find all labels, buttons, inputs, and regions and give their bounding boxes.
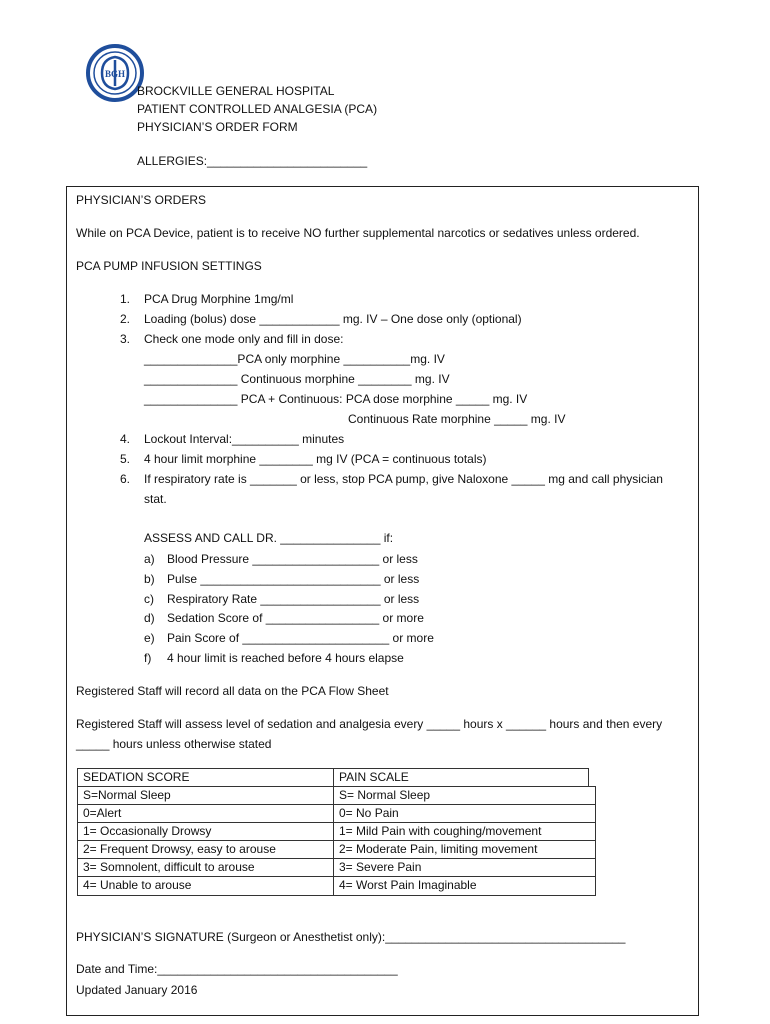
assess-letter: d) bbox=[144, 611, 155, 625]
mode-pca-only[interactable]: ______________PCA only morphine __________mg. IV bbox=[144, 352, 445, 366]
form-subtitle: PATIENT CONTROLLED ANALGESIA (PCA) bbox=[137, 102, 378, 116]
table-cell-sedation: S=Normal Sleep bbox=[77, 786, 334, 805]
date-time-field[interactable]: Date and Time:____________________________________ bbox=[76, 962, 398, 976]
table-cell-pain: 3= Severe Pain bbox=[333, 858, 596, 877]
assess-letter: a) bbox=[144, 552, 155, 566]
mode-continuous[interactable]: ______________ Continuous morphine ________ mg. IV bbox=[144, 372, 450, 386]
assess-note-line1[interactable]: Registered Staff will assess level of sedation and analgesia every _____ hours x ______ hours and then every bbox=[76, 717, 663, 731]
record-note: Registered Staff will record all data on the PCA Flow Sheet bbox=[76, 684, 389, 698]
table-header-pain: PAIN SCALE bbox=[333, 768, 589, 787]
continuous-rate[interactable]: Continuous Rate morphine _____ mg. IV bbox=[348, 412, 566, 426]
item-mode: Check one mode only and fill in dose: bbox=[144, 332, 344, 346]
table-cell-pain: S= Normal Sleep bbox=[333, 786, 596, 805]
assess-letter: c) bbox=[144, 592, 154, 606]
table-cell-sedation: 1= Occasionally Drowsy bbox=[77, 822, 334, 841]
settings-heading: PCA PUMP INFUSION SETTINGS bbox=[76, 259, 262, 273]
item-number: 2. bbox=[120, 312, 131, 326]
table-cell-pain: 2= Moderate Pain, limiting movement bbox=[333, 840, 596, 859]
assess-blood-pressure[interactable]: Blood Pressure ___________________ or less bbox=[167, 552, 418, 566]
pca-warning: While on PCA Device, patient is to receive NO further supplemental narcotics or sedatives unless ordered. bbox=[76, 226, 640, 240]
assess-4hr-limit: 4 hour limit is reached before 4 hours elapse bbox=[167, 651, 404, 665]
table-cell-pain: 1= Mild Pain with coughing/movement bbox=[333, 822, 596, 841]
assess-sedation-score[interactable]: Sedation Score of _________________ or more bbox=[167, 611, 424, 625]
item-4hr-limit[interactable]: 4 hour limit morphine ________ mg IV (PCA = continuous totals) bbox=[144, 452, 487, 466]
item-respiratory[interactable]: If respiratory rate is _______ or less, stop PCA pump, give Naloxone _____ mg and call physician bbox=[144, 472, 663, 486]
table-cell-sedation: 4= Unable to arouse bbox=[77, 876, 334, 896]
table-header-sedation: SEDATION SCORE bbox=[77, 768, 334, 787]
item-number: 4. bbox=[120, 432, 131, 446]
table-cell-pain: 0= No Pain bbox=[333, 804, 596, 823]
table-cell-sedation: 2= Frequent Drowsy, easy to arouse bbox=[77, 840, 334, 859]
item-number: 6. bbox=[120, 472, 131, 486]
assess-respiratory-rate[interactable]: Respiratory Rate __________________ or less bbox=[167, 592, 420, 606]
table-cell-sedation: 0=Alert bbox=[77, 804, 334, 823]
mode-pca-continuous[interactable]: ______________ PCA + Continuous: PCA dose morphine _____ mg. IV bbox=[144, 392, 528, 406]
item-loading-dose[interactable]: Loading (bolus) dose ____________ mg. IV – One dose only (optional) bbox=[144, 312, 522, 326]
hospital-logo bbox=[86, 44, 144, 102]
item-respiratory-cont: stat. bbox=[144, 492, 167, 506]
item-number: 3. bbox=[120, 332, 131, 346]
logo-text: BGH bbox=[104, 69, 126, 79]
item-lockout[interactable]: Lockout Interval:__________ minutes bbox=[144, 432, 345, 446]
assess-pain-score[interactable]: Pain Score of ______________________ or more bbox=[167, 631, 434, 645]
form-title: PHYSICIAN’S ORDER FORM bbox=[137, 120, 298, 134]
assess-heading[interactable]: ASSESS AND CALL DR. _______________ if: bbox=[144, 531, 394, 545]
assess-pulse[interactable]: Pulse ___________________________ or less bbox=[167, 572, 420, 586]
assess-letter: f) bbox=[144, 651, 152, 665]
item-number: 1. bbox=[120, 292, 131, 306]
assess-letter: e) bbox=[144, 631, 155, 645]
assess-letter: b) bbox=[144, 572, 155, 586]
item-number: 5. bbox=[120, 452, 131, 466]
orders-heading: PHYSICIAN’S ORDERS bbox=[76, 193, 207, 207]
updated-date: Updated January 2016 bbox=[76, 983, 198, 997]
allergies-field[interactable]: ALLERGIES:________________________ bbox=[137, 154, 368, 168]
table-cell-pain: 4= Worst Pain Imaginable bbox=[333, 876, 596, 896]
table-cell-sedation: 3= Somnolent, difficult to arouse bbox=[77, 858, 334, 877]
assess-note-line2[interactable]: _____ hours unless otherwise stated bbox=[76, 737, 272, 751]
physician-signature-field[interactable]: PHYSICIAN’S SIGNATURE (Surgeon or Anesthetist only):____________________________________ bbox=[76, 930, 626, 944]
hospital-name: BROCKVILLE GENERAL HOSPITAL bbox=[137, 84, 335, 98]
item-drug: PCA Drug Morphine 1mg/ml bbox=[144, 292, 294, 306]
